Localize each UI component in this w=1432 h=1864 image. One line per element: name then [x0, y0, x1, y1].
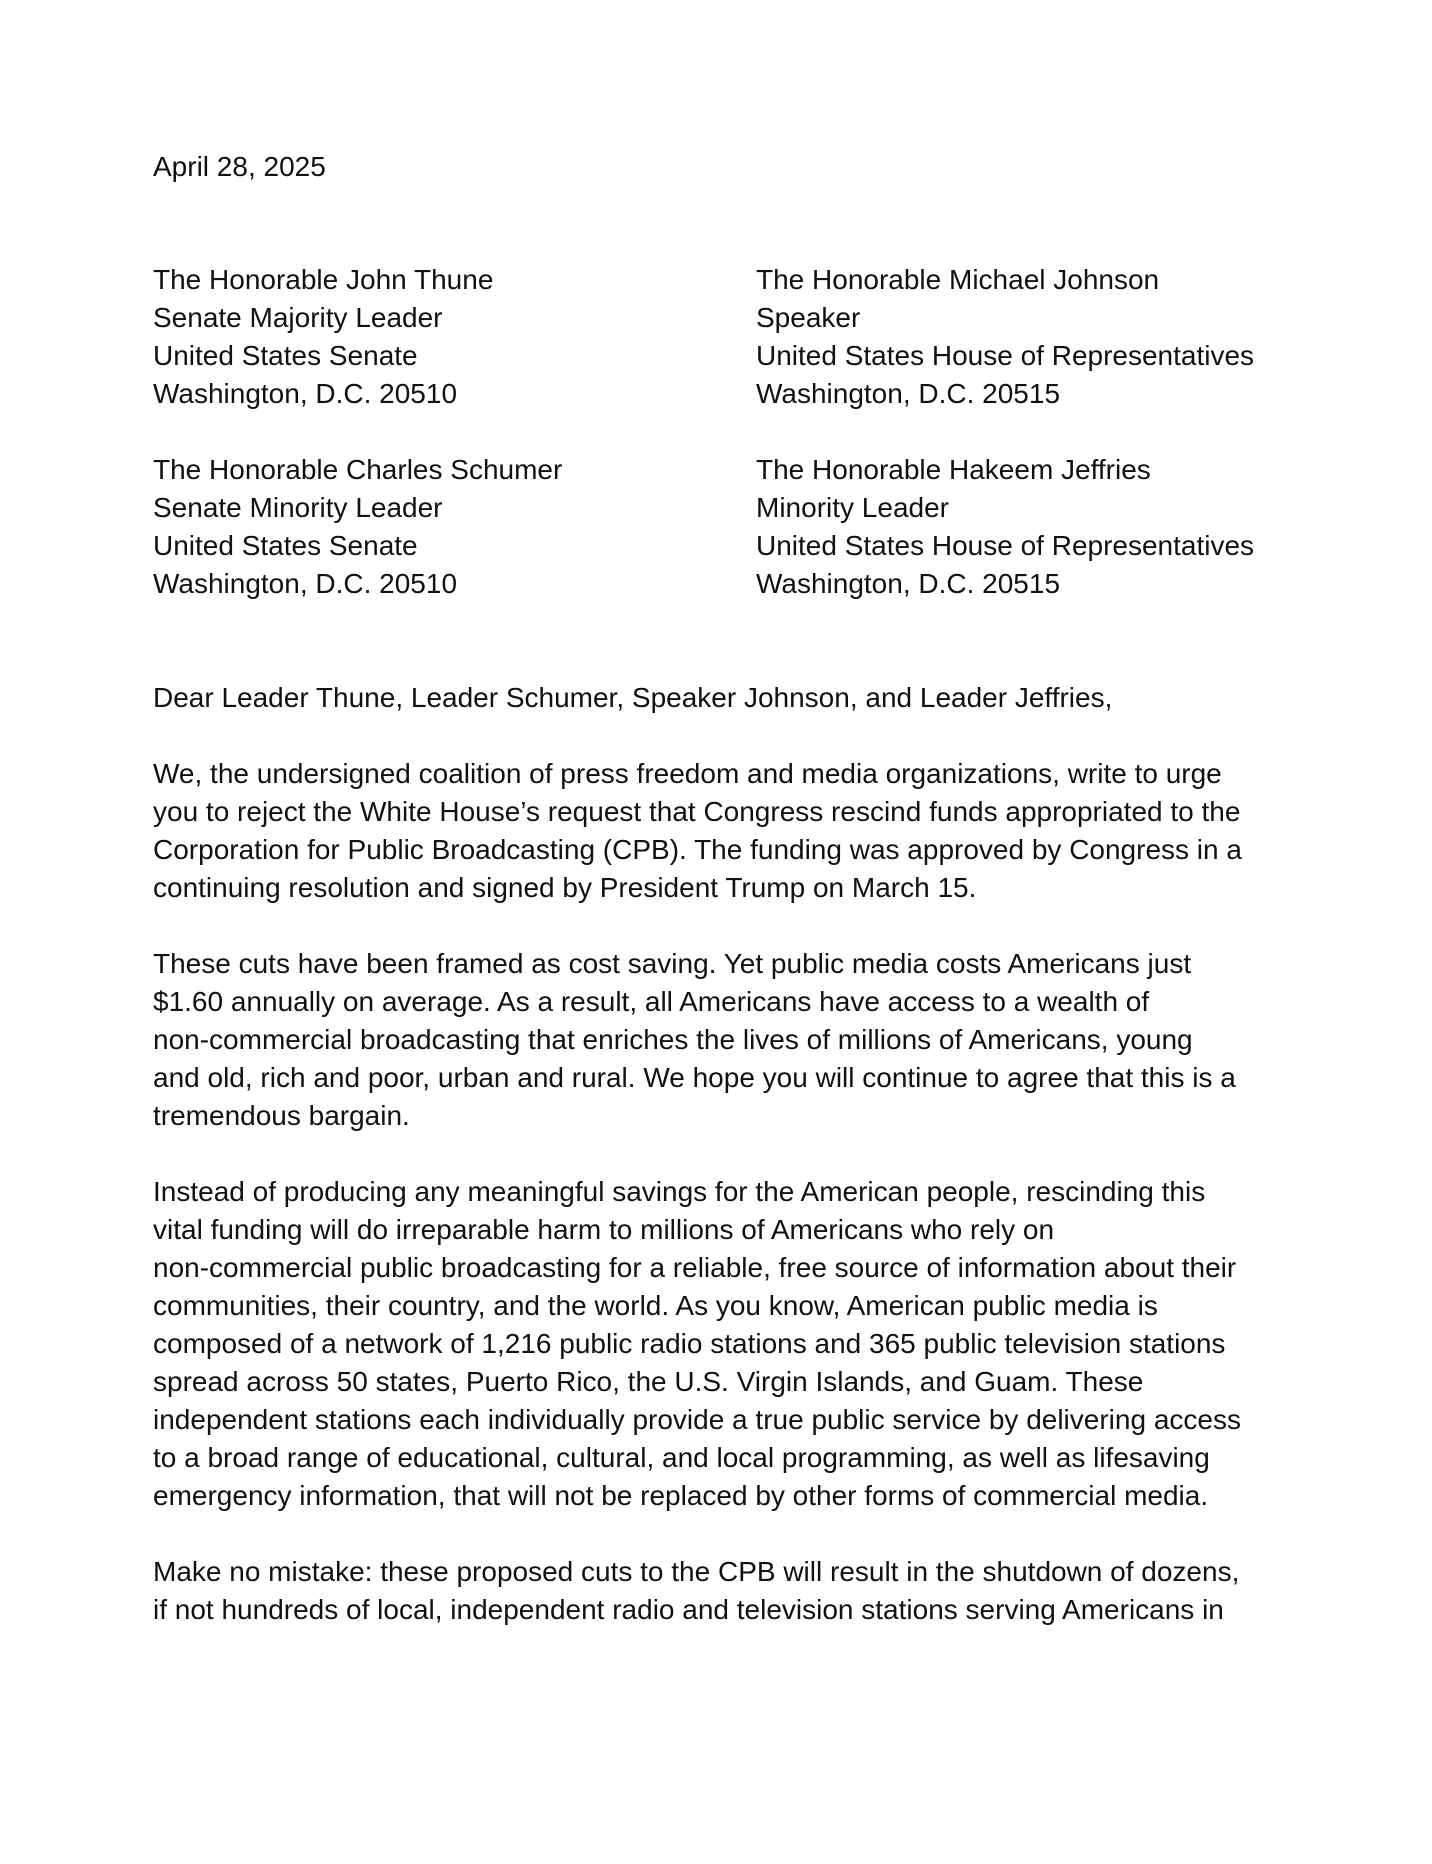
- addressee-line: United States Senate: [153, 340, 418, 371]
- paragraph-line: independent stations each individually provide a true public service by delivering access: [153, 1404, 1241, 1435]
- addressee-schumer: [153, 451, 756, 603]
- addressee-line: Speaker: [756, 302, 861, 333]
- addressee-line: Minority Leader: [756, 492, 949, 523]
- paragraph-line: tremendous bargain.: [153, 1100, 410, 1131]
- addressee-line: The Honorable Charles Schumer: [153, 454, 563, 485]
- body-paragraph-4: [153, 1553, 1293, 1629]
- paragraph-line: communities, their country, and the world. As you know, American public media is: [153, 1290, 1158, 1321]
- addressee-line: Washington, D.C. 20515: [756, 568, 1061, 599]
- paragraph-line: to a broad range of educational, cultural, and local programming, as well as lifesaving: [153, 1442, 1210, 1473]
- paragraph-line: vital funding will do irreparable harm to millions of Americans who rely on: [153, 1214, 1055, 1245]
- paragraph-line: continuing resolution and signed by President Trump on March 15.: [153, 872, 977, 903]
- addressee-line: United States Senate: [153, 530, 418, 561]
- addressee-line: Washington, D.C. 20510: [153, 568, 458, 599]
- paragraph-line: These cuts have been framed as cost saving. Yet public media costs Americans just: [153, 948, 1192, 979]
- paragraph-line: you to reject the White House’s request that Congress rescind funds appropriated to the: [153, 796, 1241, 827]
- paragraph-line: $1.60 annually on average. As a result, all Americans have access to a wealth of: [153, 986, 1150, 1017]
- paragraph-line: Corporation for Public Broadcasting (CPB). The funding was approved by Congress in a: [153, 834, 1242, 865]
- addressee-johnson: [756, 261, 1276, 413]
- paragraph-line: non-commercial public broadcasting for a reliable, free source of information about their: [153, 1252, 1237, 1283]
- addressee-line: Senate Minority Leader: [153, 492, 443, 523]
- addressee-line: The Honorable John Thune: [153, 264, 494, 295]
- paragraph-line: Instead of producing any meaningful savings for the American people, rescinding this: [153, 1176, 1206, 1207]
- addressee-line: United States House of Representatives: [756, 340, 1255, 371]
- body-paragraph-2: [153, 945, 1293, 1135]
- body-paragraph-1: [153, 755, 1293, 907]
- paragraph-line: if not hundreds of local, independent radio and television stations serving Americans in: [153, 1594, 1224, 1625]
- paragraph-line: and old, rich and poor, urban and rural. We hope you will continue to agree that this is a: [153, 1062, 1236, 1093]
- addressee-line: Washington, D.C. 20515: [756, 378, 1061, 409]
- letter-content: [153, 148, 1293, 1629]
- addressee-jeffries: [756, 451, 1276, 603]
- addressee-line: The Honorable Michael Johnson: [756, 264, 1160, 295]
- paragraph-line: composed of a network of 1,216 public radio stations and 365 public television stations: [153, 1328, 1226, 1359]
- addressee-line: United States House of Representatives: [756, 530, 1255, 561]
- body-paragraph-3: [153, 1173, 1293, 1515]
- paragraph-line: Make no mistake: these proposed cuts to the CPB will result in the shutdown of dozens,: [153, 1556, 1240, 1587]
- addressee-line: Washington, D.C. 20510: [153, 378, 458, 409]
- paragraph-line: We, the undersigned coalition of press freedom and media organizations, write to urge: [153, 758, 1222, 789]
- addressee-thune: [153, 261, 756, 413]
- addressee-blocks: [153, 261, 1293, 603]
- paragraph-line: non-commercial broadcasting that enriches the lives of millions of Americans, young: [153, 1024, 1193, 1055]
- paragraph-line: emergency information, that will not be replaced by other forms of commercial media.: [153, 1480, 1209, 1511]
- paragraph-line: spread across 50 states, Puerto Rico, the U.S. Virgin Islands, and Guam. These: [153, 1366, 1144, 1397]
- letter-salutation: Dear Leader Thune, Leader Schumer, Speaker Johnson, and Leader Jeffries,: [153, 682, 1113, 713]
- letter-date: April 28, 2025: [153, 151, 326, 182]
- addressee-line: Senate Majority Leader: [153, 302, 443, 333]
- addressee-line: The Honorable Hakeem Jeffries: [756, 454, 1151, 485]
